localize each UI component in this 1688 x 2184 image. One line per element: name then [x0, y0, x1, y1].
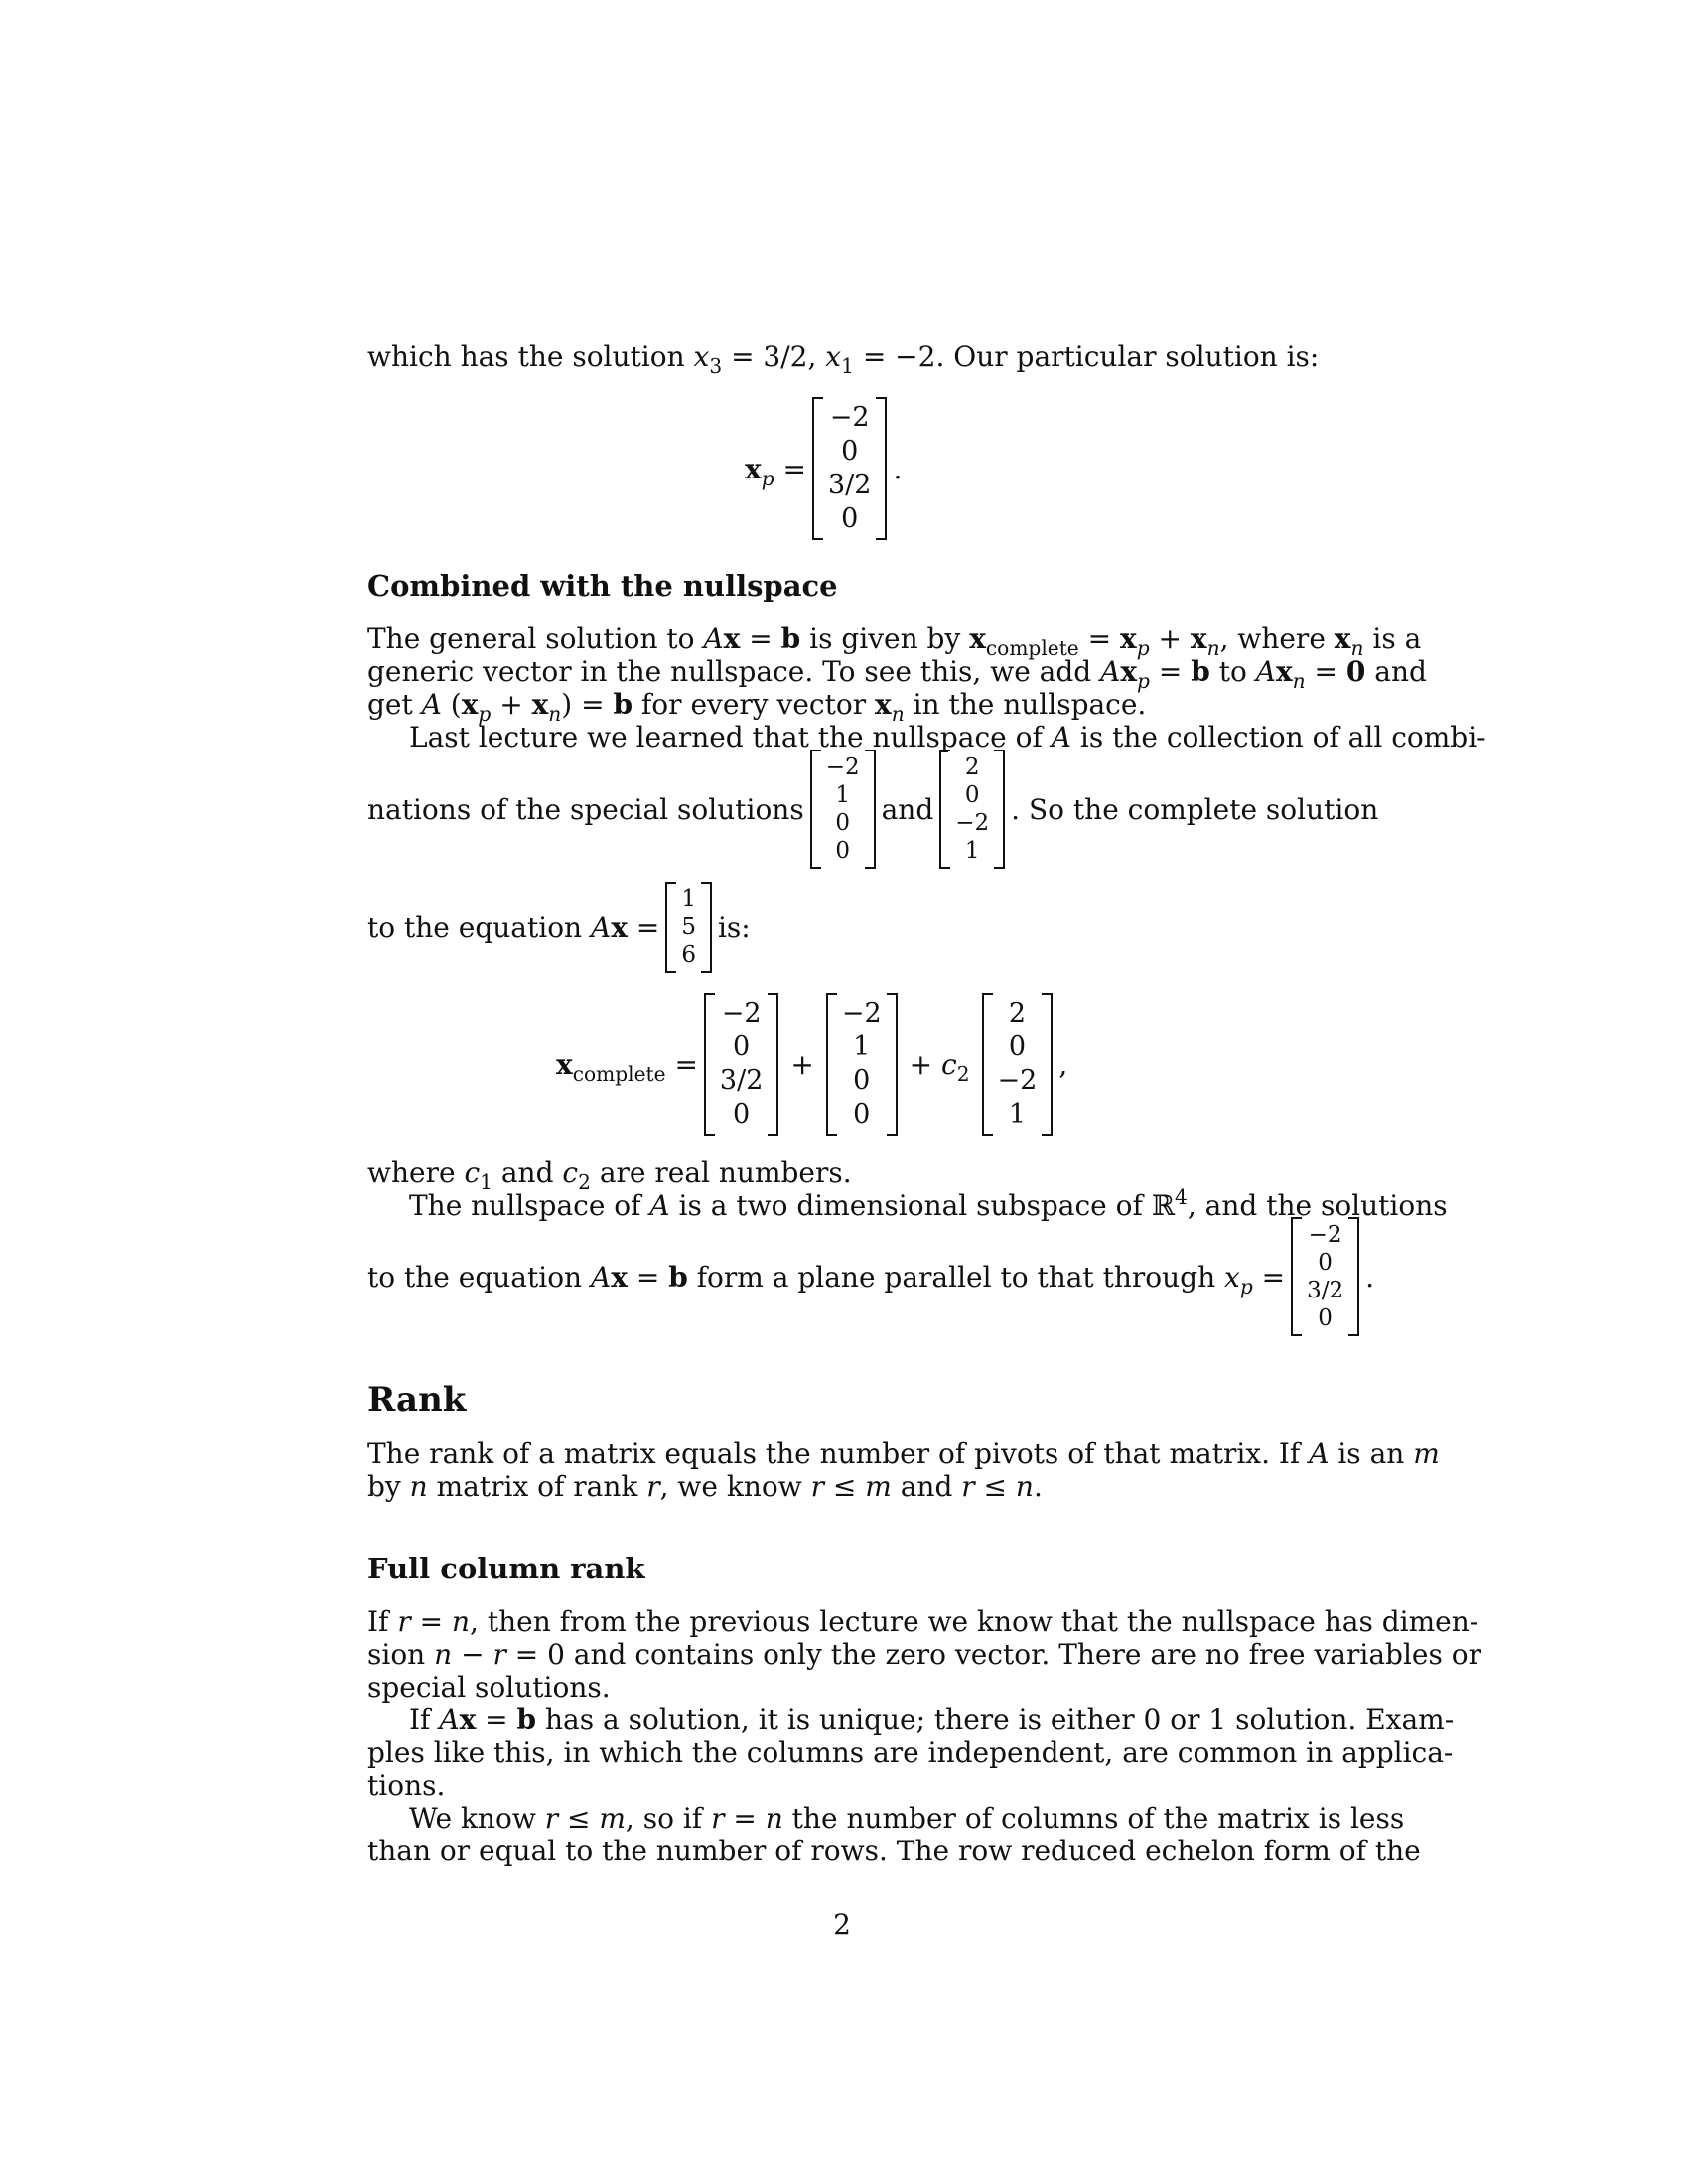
special-solution-2-matrix: 2 0 −2 1 [939, 750, 1005, 869]
paragraph-line: If Ax = b has a solution, it is unique; there is either 0 or 1 solution. Exam- [409, 1704, 1455, 1736]
paragraph-line: than or equal to the number of rows. The row reduced echelon form of the [367, 1835, 1421, 1867]
page-number: 2 [833, 1908, 851, 1941]
special-solutions-line: nations of the special solutions −2 1 0 0 and 2 0 −2 1 . So the complete solution [367, 750, 1317, 869]
section-heading-combined: Combined with the nullspace [367, 569, 838, 603]
paragraph-line: The nullspace of A is a two dimensional subspace of ℝ$^4$, and the solutions [409, 1185, 1448, 1222]
section-heading-full-column-rank: Full column rank [367, 1552, 645, 1585]
equation-b-line: to the equation Ax = 1 5 6 is: [367, 882, 751, 973]
paragraph-line: We know r ≤ m, so if r = n the number of columns of the matrix is less [409, 1802, 1405, 1835]
paragraph-line: Last lecture we learned that the nullspace of A is the collection of all combi- [409, 721, 1486, 753]
paragraph-line: generic vector in the nullspace. To see this, we add $Ax_p = b$ to $Ax_n = 0$ and [367, 655, 1427, 693]
paragraph-line: where $c_1$ and $c_2$ are real numbers. [367, 1157, 852, 1194]
section-heading-rank: Rank [367, 1380, 467, 1420]
complete-solution-display: $x_{complete}$ = −2 0 3/2 0 + −2 1 0 0 + $c_2$ 2 0 −2 1 , [556, 993, 1067, 1136]
paragraph-line: tions. [367, 1769, 446, 1802]
xp-matrix-inline: −2 0 3/2 0 [1291, 1217, 1359, 1336]
special-solution-1-matrix: −2 1 0 0 [810, 750, 876, 869]
c2-matrix: 2 0 −2 1 [982, 993, 1054, 1136]
paragraph-line: by n matrix of rank r, we know r ≤ m and r ≤ n. [367, 1470, 1043, 1503]
paragraph-line: ples like this, in which the columns are independent, are common in applica- [367, 1736, 1454, 1769]
paragraph-line: The general solution to Ax = b is given by $x_{complete} = x_p + x_n$, where $x_n$ is a [367, 622, 1422, 660]
xp-matrix: −2 0 3/2 0 [812, 397, 887, 540]
xp-display: $x_p$ = −2 0 3/2 0 . [745, 397, 902, 540]
paragraph-line: special solutions. [367, 1671, 611, 1704]
intro-line: which has the solution $x_3 = 3/2$, $x_1 = -2$. Our particular solution is: [367, 341, 1320, 378]
c1-matrix: −2 1 0 0 [826, 993, 898, 1136]
paragraph-line: The rank of a matrix equals the number of pivots of that matrix. If A is an m [367, 1437, 1440, 1470]
paragraph-line: get A $(x_p + x_n) = b$ for every vector $x_n$ in the nullspace. [367, 688, 1147, 726]
paragraph-line: sion n − r = 0 and contains only the zero vector. There are no free variables or [367, 1638, 1481, 1671]
particular-matrix: −2 0 3/2 0 [704, 993, 778, 1136]
plane-line: to the equation Ax = b form a plane parallel to that through $x_p$ = −2 0 3/2 0 . [367, 1217, 1317, 1336]
paragraph-line: If r = n, then from the previous lecture we know that the nullspace has dimen- [367, 1605, 1479, 1638]
b-vector-matrix: 1 5 6 [665, 882, 712, 973]
